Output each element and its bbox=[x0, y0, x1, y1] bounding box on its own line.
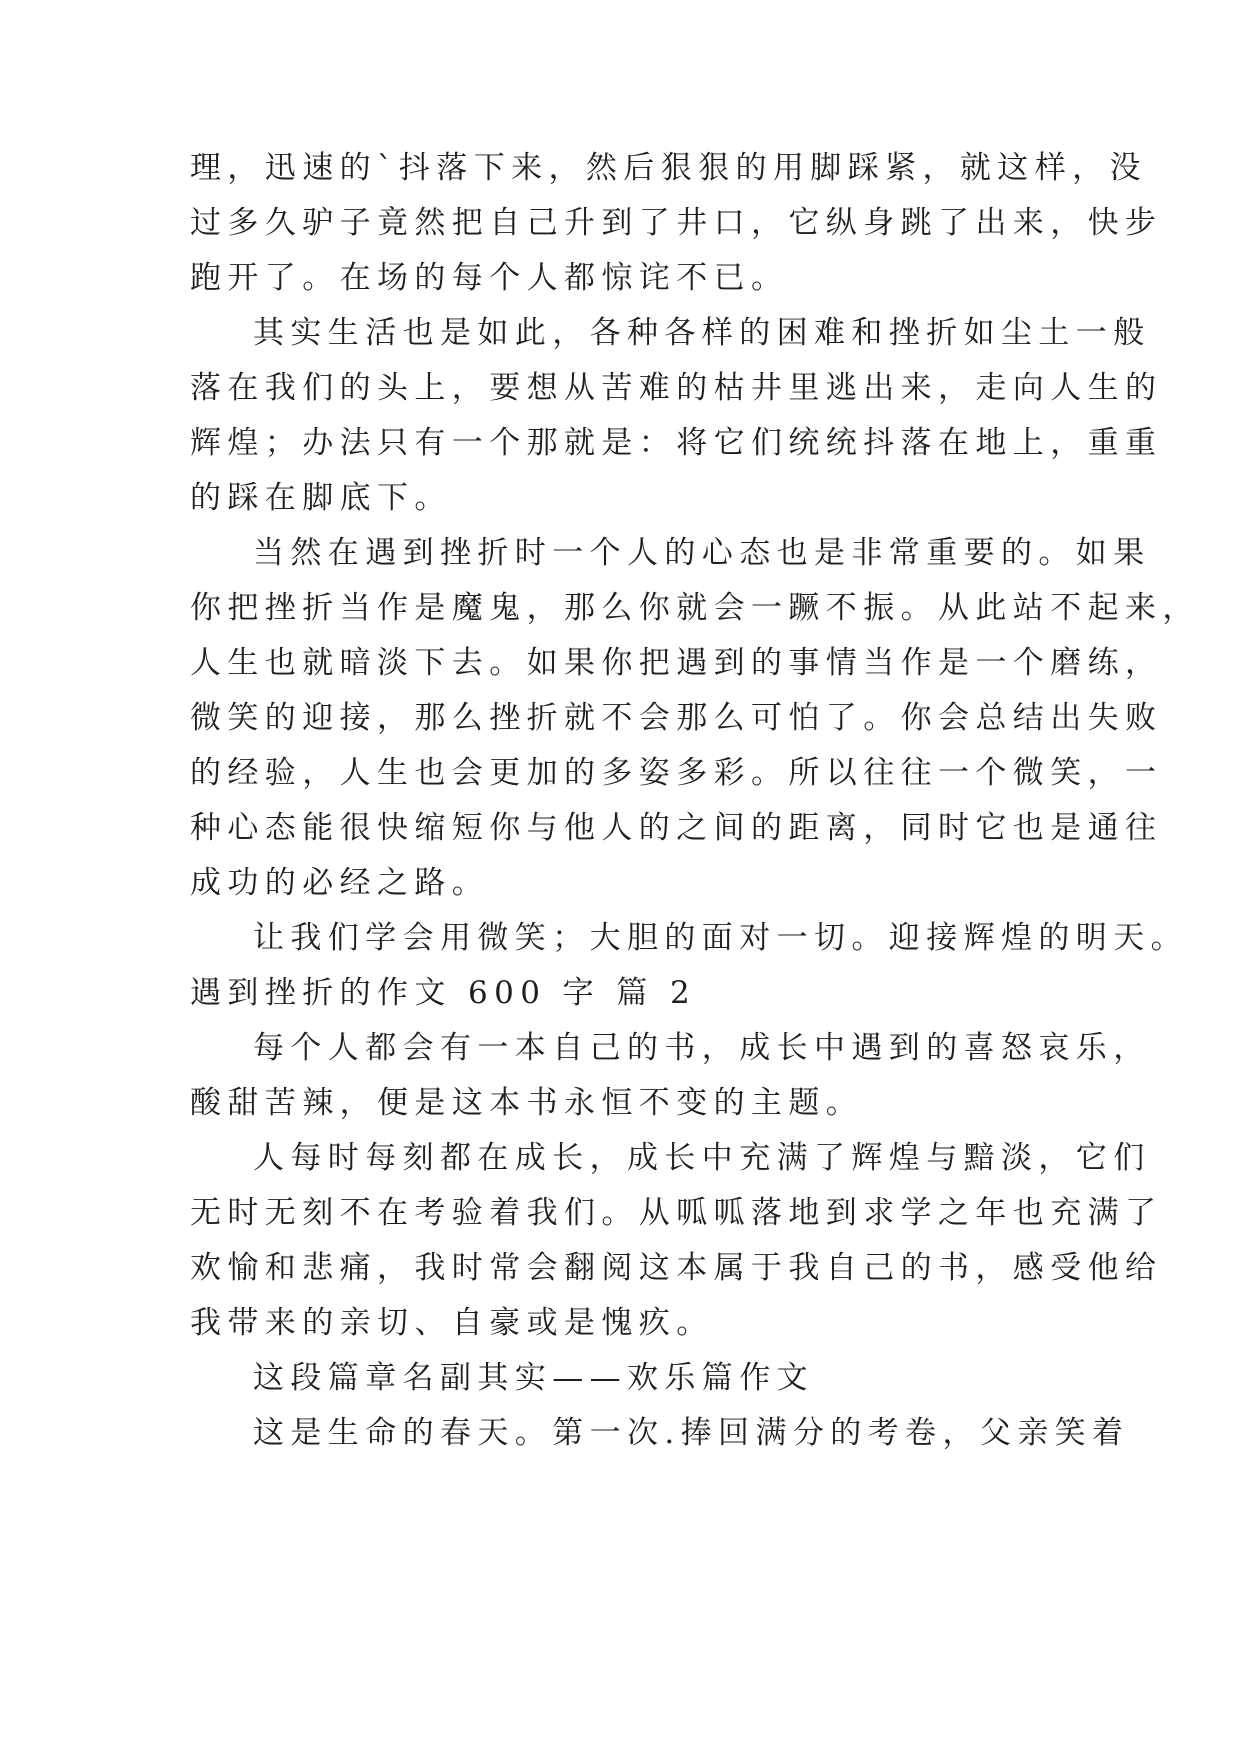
text-line: 酸甜苦辣，便是这本书永恒不变的主题。 bbox=[190, 1085, 864, 1121]
text-line: 落在我们的头上，要想从苦难的枯井里逃出来，走向人生的 bbox=[190, 370, 1163, 406]
text-line: 欢愉和悲痛，我时常会翻阅这本属于我自己的书，感受他给 bbox=[190, 1250, 1163, 1286]
paragraph-start: 每个人都会有一本自己的书，成长中遇到的喜怒哀乐， bbox=[253, 1030, 1151, 1066]
text-line: 理，迅速的`抖落下来，然后狠狠的用脚踩紧，就这样，没 bbox=[190, 150, 1147, 186]
text-line: 的经验，人生也会更加的多姿多彩。所以往往一个微笑，一 bbox=[190, 755, 1163, 791]
paragraph-start: 这段篇章名副其实——欢乐篇作文 bbox=[253, 1360, 814, 1396]
paragraph-start: 其实生活也是如此，各种各样的困难和挫折如尘土一般 bbox=[253, 315, 1151, 351]
paragraph-start: 让我们学会用微笑；大胆的面对一切。迎接辉煌的明天。 bbox=[253, 920, 1188, 956]
text-line: 成功的必经之路。 bbox=[190, 865, 490, 901]
text-line: 过多久驴子竟然把自己升到了井口，它纵身跳了出来，快步 bbox=[190, 205, 1163, 241]
text-line: 微笑的迎接，那么挫折就不会那么可怕了。你会总结出失败 bbox=[190, 700, 1163, 736]
text-line: 你把挫折当作是魔鬼，那么你就会一蹶不振。从此站不起来， bbox=[190, 590, 1200, 626]
text-line: 我带来的亲切、自豪或是愧疚。 bbox=[190, 1305, 714, 1341]
text-line: 跑开了。在场的每个人都惊诧不已。 bbox=[190, 260, 789, 296]
text-line: 无时无刻不在考验着我们。从呱呱落地到求学之年也充满了 bbox=[190, 1195, 1163, 1231]
text-line: 种心态能很快缩短你与他人的之间的距离，同时它也是通往 bbox=[190, 810, 1163, 846]
text-line: 的踩在脚底下。 bbox=[190, 480, 452, 516]
text-line: 辉煌；办法只有一个那就是：将它们统统抖落在地上，重重 bbox=[190, 425, 1163, 461]
paragraph-start: 当然在遇到挫折时一个人的心态也是非常重要的。如果 bbox=[253, 535, 1151, 571]
paragraph-start: 人每时每刻都在成长，成长中充满了辉煌与黯淡，它们 bbox=[253, 1140, 1151, 1176]
section-heading: 遇到挫折的作文 600 字 篇 2 bbox=[190, 975, 697, 1011]
paragraph-start: 这是生命的春天。第一次.捧回满分的考卷，父亲笑着 bbox=[253, 1415, 1130, 1451]
text-line: 人生也就暗淡下去。如果你把遇到的事情当作是一个磨练， bbox=[190, 645, 1163, 681]
